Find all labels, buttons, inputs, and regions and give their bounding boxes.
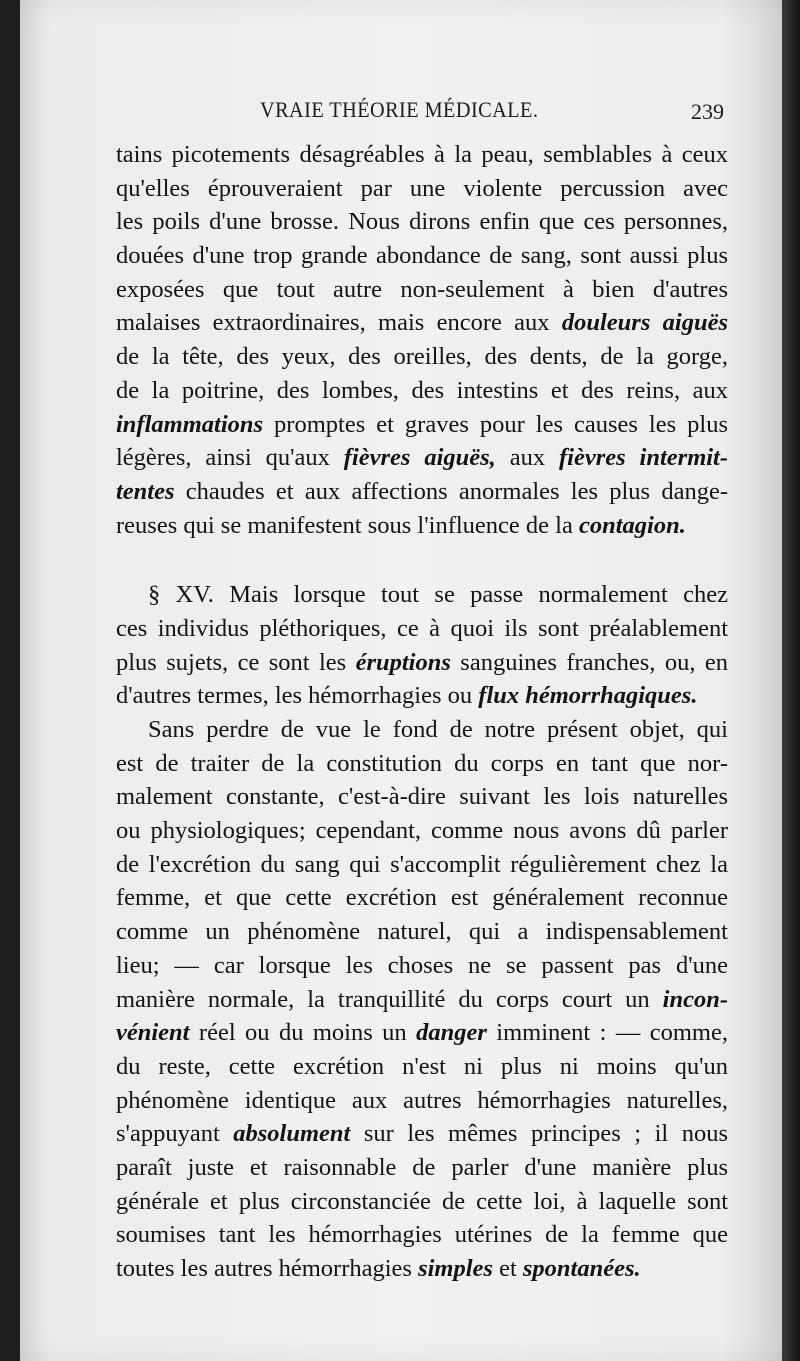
- text-line: [116, 646, 728, 680]
- text-line: [116, 1252, 728, 1286]
- text-segment: chaudes et aux affections anormales les plus dange-: [174, 477, 728, 505]
- text-segment: de l'excrétion du sang qui s'accomplit régulièrement chez la: [116, 850, 728, 878]
- text-line: [116, 239, 728, 273]
- text-line: [116, 509, 728, 543]
- text-segment: s'appuyant: [116, 1120, 234, 1148]
- text-line: [116, 949, 728, 983]
- text-segment: manière normale, la tranquillité du corps court un: [116, 985, 663, 1013]
- text-segment: malaises extraordinaires, mais encore aux: [116, 309, 562, 337]
- italic-emphasis: flux hémorrhagiques.: [478, 682, 698, 710]
- text-segment: tains picotements désagréables à la peau, semblables à ceux: [116, 141, 728, 168]
- text-line: [116, 848, 728, 882]
- text-segment: imminent : — comme,: [486, 1019, 728, 1047]
- italic-emphasis: tentes: [116, 477, 175, 505]
- text-segment: lieu; — car lorsque les choses ne se passent pas d'une: [116, 951, 728, 979]
- paragraph-gap: [116, 542, 728, 578]
- text-segment: exposées que tout autre non-seulement à bien d'autres: [116, 275, 728, 303]
- text-segment: réel ou du moins un: [189, 1019, 417, 1047]
- text-segment: promptes et graves pour les causes les plus: [263, 410, 728, 438]
- text-line: [116, 1218, 728, 1252]
- italic-emphasis: contagion.: [578, 511, 686, 539]
- text-segment: malement constante, c'est-à-dire suivant les lois naturelles: [116, 783, 728, 811]
- text-line: [116, 612, 728, 646]
- italic-emphasis: danger: [416, 1019, 487, 1047]
- text-line: [116, 915, 728, 949]
- italic-emphasis: incon-: [662, 985, 728, 1013]
- text-line: [116, 138, 728, 172]
- text-line: [116, 1151, 728, 1185]
- italic-emphasis: absolument: [233, 1120, 351, 1148]
- italic-emphasis: simples: [418, 1255, 493, 1282]
- text-line: [116, 1117, 728, 1151]
- text-segment: douées d'une trop grande abondance de sang, sont aussi plus: [116, 242, 728, 270]
- text-line: [116, 1050, 728, 1084]
- text-segment: § XV. Mais lorsque tout se passe normalement chez: [148, 581, 728, 609]
- text-line: [116, 1185, 728, 1219]
- italic-emphasis: inflammations: [116, 410, 264, 438]
- text-segment: sur les mêmes principes ; il nous: [350, 1120, 728, 1148]
- text-segment: femme, et que cette excrétion est généralement reconnue: [116, 884, 728, 912]
- italic-emphasis: vénient: [116, 1019, 190, 1047]
- text-line: [116, 747, 728, 781]
- body-text: [116, 138, 728, 1286]
- running-head: VRAIE THÉORIE MÉDICALE.: [260, 97, 539, 122]
- text-line: [116, 340, 728, 374]
- text-segment: de la tête, des yeux, des oreilles, des dents, de la gorge,: [116, 343, 728, 371]
- page-header: [116, 97, 736, 131]
- text-line: [116, 814, 728, 848]
- text-segment: les poils d'une brosse. Nous dirons enfin que ces personnes,: [116, 208, 728, 236]
- text-segment: paraît juste et raisonnable de parler d'une manière plus: [116, 1153, 728, 1181]
- text-segment: ces individus pléthoriques, ce à quoi ils sont préalablement: [116, 614, 728, 642]
- text-line: [116, 441, 728, 475]
- text-line: [116, 205, 728, 239]
- text-segment: ou physiologiques; cependant, comme nous avons dû parler: [116, 817, 728, 845]
- text-line: [116, 881, 728, 915]
- text-segment: comme un phénomène naturel, qui a indispensablement: [116, 918, 728, 946]
- text-line: [116, 713, 728, 747]
- text-segment: qu'elles éprouveraient par une violente percussion avec: [116, 174, 728, 202]
- text-segment: et: [492, 1255, 523, 1282]
- text-line: [116, 780, 728, 814]
- text-segment: sanguines franches, ou, en: [450, 648, 728, 676]
- text-line: [116, 374, 728, 408]
- text-line: [116, 679, 728, 713]
- text-line: [116, 475, 728, 509]
- italic-emphasis: fièvres aiguës,: [343, 444, 496, 472]
- text-line: [116, 172, 728, 206]
- text-line: [116, 1084, 728, 1118]
- text-line: [116, 408, 728, 442]
- italic-emphasis: spontanées.: [522, 1255, 641, 1282]
- text-segment: légères, ainsi qu'aux: [116, 444, 344, 472]
- text-segment: de la poitrine, des lombes, des intestins et des reins, aux: [116, 376, 728, 404]
- page-number: 239: [691, 99, 724, 124]
- text-segment: est de traiter de la constitution du corps en tant que nor-: [116, 749, 728, 777]
- text-segment: d'autres termes, les hémorrhagies ou: [116, 682, 479, 710]
- text-line: [116, 273, 728, 307]
- text-line: [116, 306, 728, 340]
- italic-emphasis: douleurs aiguës: [561, 309, 729, 337]
- page-edge-shadow: [782, 0, 800, 1361]
- text-segment: aux: [495, 444, 559, 472]
- text-line: [116, 1016, 728, 1050]
- text-segment: soumises tant les hémorrhagies utérines de la femme que: [116, 1221, 728, 1249]
- text-segment: du reste, cette excrétion n'est ni plus ni moins qu'un: [116, 1052, 728, 1080]
- italic-emphasis: éruptions: [355, 648, 451, 676]
- text-segment: toutes les autres hémorrhagies: [116, 1255, 419, 1282]
- italic-emphasis: fièvres intermit-: [558, 444, 729, 472]
- text-segment: phénomène identique aux autres hémorrhagies naturelles,: [116, 1086, 728, 1114]
- text-line: [116, 983, 728, 1017]
- text-segment: reuses qui se manifestent sous l'influence de la: [116, 511, 579, 539]
- text-line: [116, 578, 728, 612]
- text-segment: Sans perdre de vue le fond de notre présent objet, qui: [148, 716, 728, 743]
- text-segment: plus sujets, ce sont les: [116, 648, 356, 676]
- text-segment: générale et plus circonstanciée de cette loi, à laquelle sont: [116, 1187, 728, 1215]
